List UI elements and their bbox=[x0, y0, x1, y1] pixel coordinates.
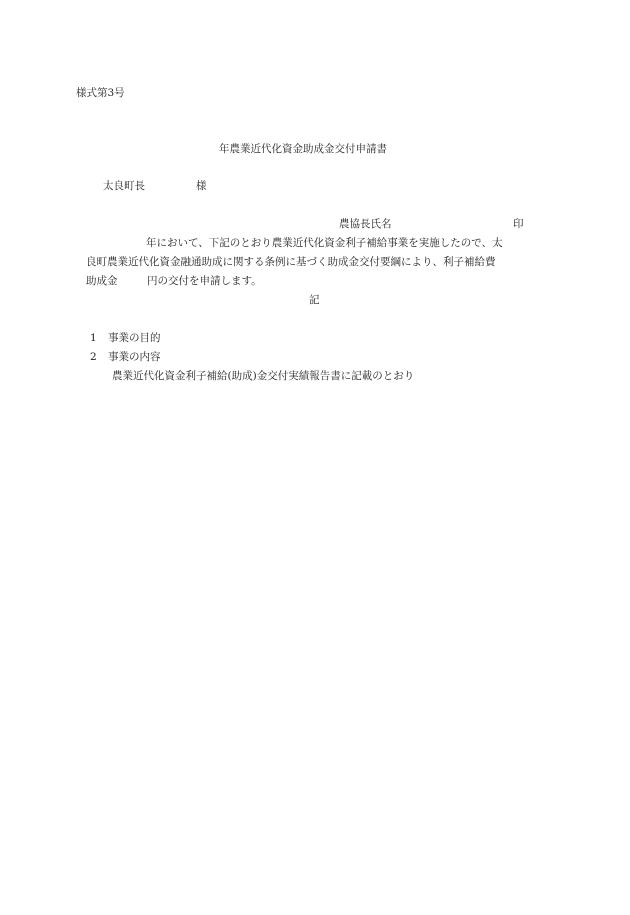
applicant-label: 農協長氏名 bbox=[339, 218, 392, 230]
item-2-label: 事業の内容 bbox=[108, 351, 161, 363]
body-line-3-prefix: 助成金 bbox=[86, 275, 118, 287]
item-2-detail: 農業近代化資金利子補給(助成)金交付実績報告書に記載のとおり bbox=[112, 370, 415, 382]
document-title: 年農業近代化資金助成金交付申請書 bbox=[219, 143, 387, 155]
note-heading: 記 bbox=[309, 294, 320, 306]
item-1-label: 事業の目的 bbox=[108, 332, 161, 344]
body-line-3-suffix: 円の交付を申請します。 bbox=[147, 275, 262, 287]
addressee-name: 太良町長 bbox=[103, 180, 145, 192]
item-2-number: 2 bbox=[90, 351, 97, 363]
item-1-number: 1 bbox=[90, 332, 97, 344]
form-number: 様式第3号 bbox=[76, 87, 125, 99]
body-line-1: 年において、下記のとおり農業近代化資金利子補給事業を実施したので、太 bbox=[146, 237, 503, 249]
addressee-honorific: 様 bbox=[196, 180, 207, 192]
seal-mark: 印 bbox=[513, 218, 524, 230]
body-line-2: 良町農業近代化資金融通助成に関する条例に基づく助成金交付要綱により、利子補給費 bbox=[86, 256, 496, 268]
